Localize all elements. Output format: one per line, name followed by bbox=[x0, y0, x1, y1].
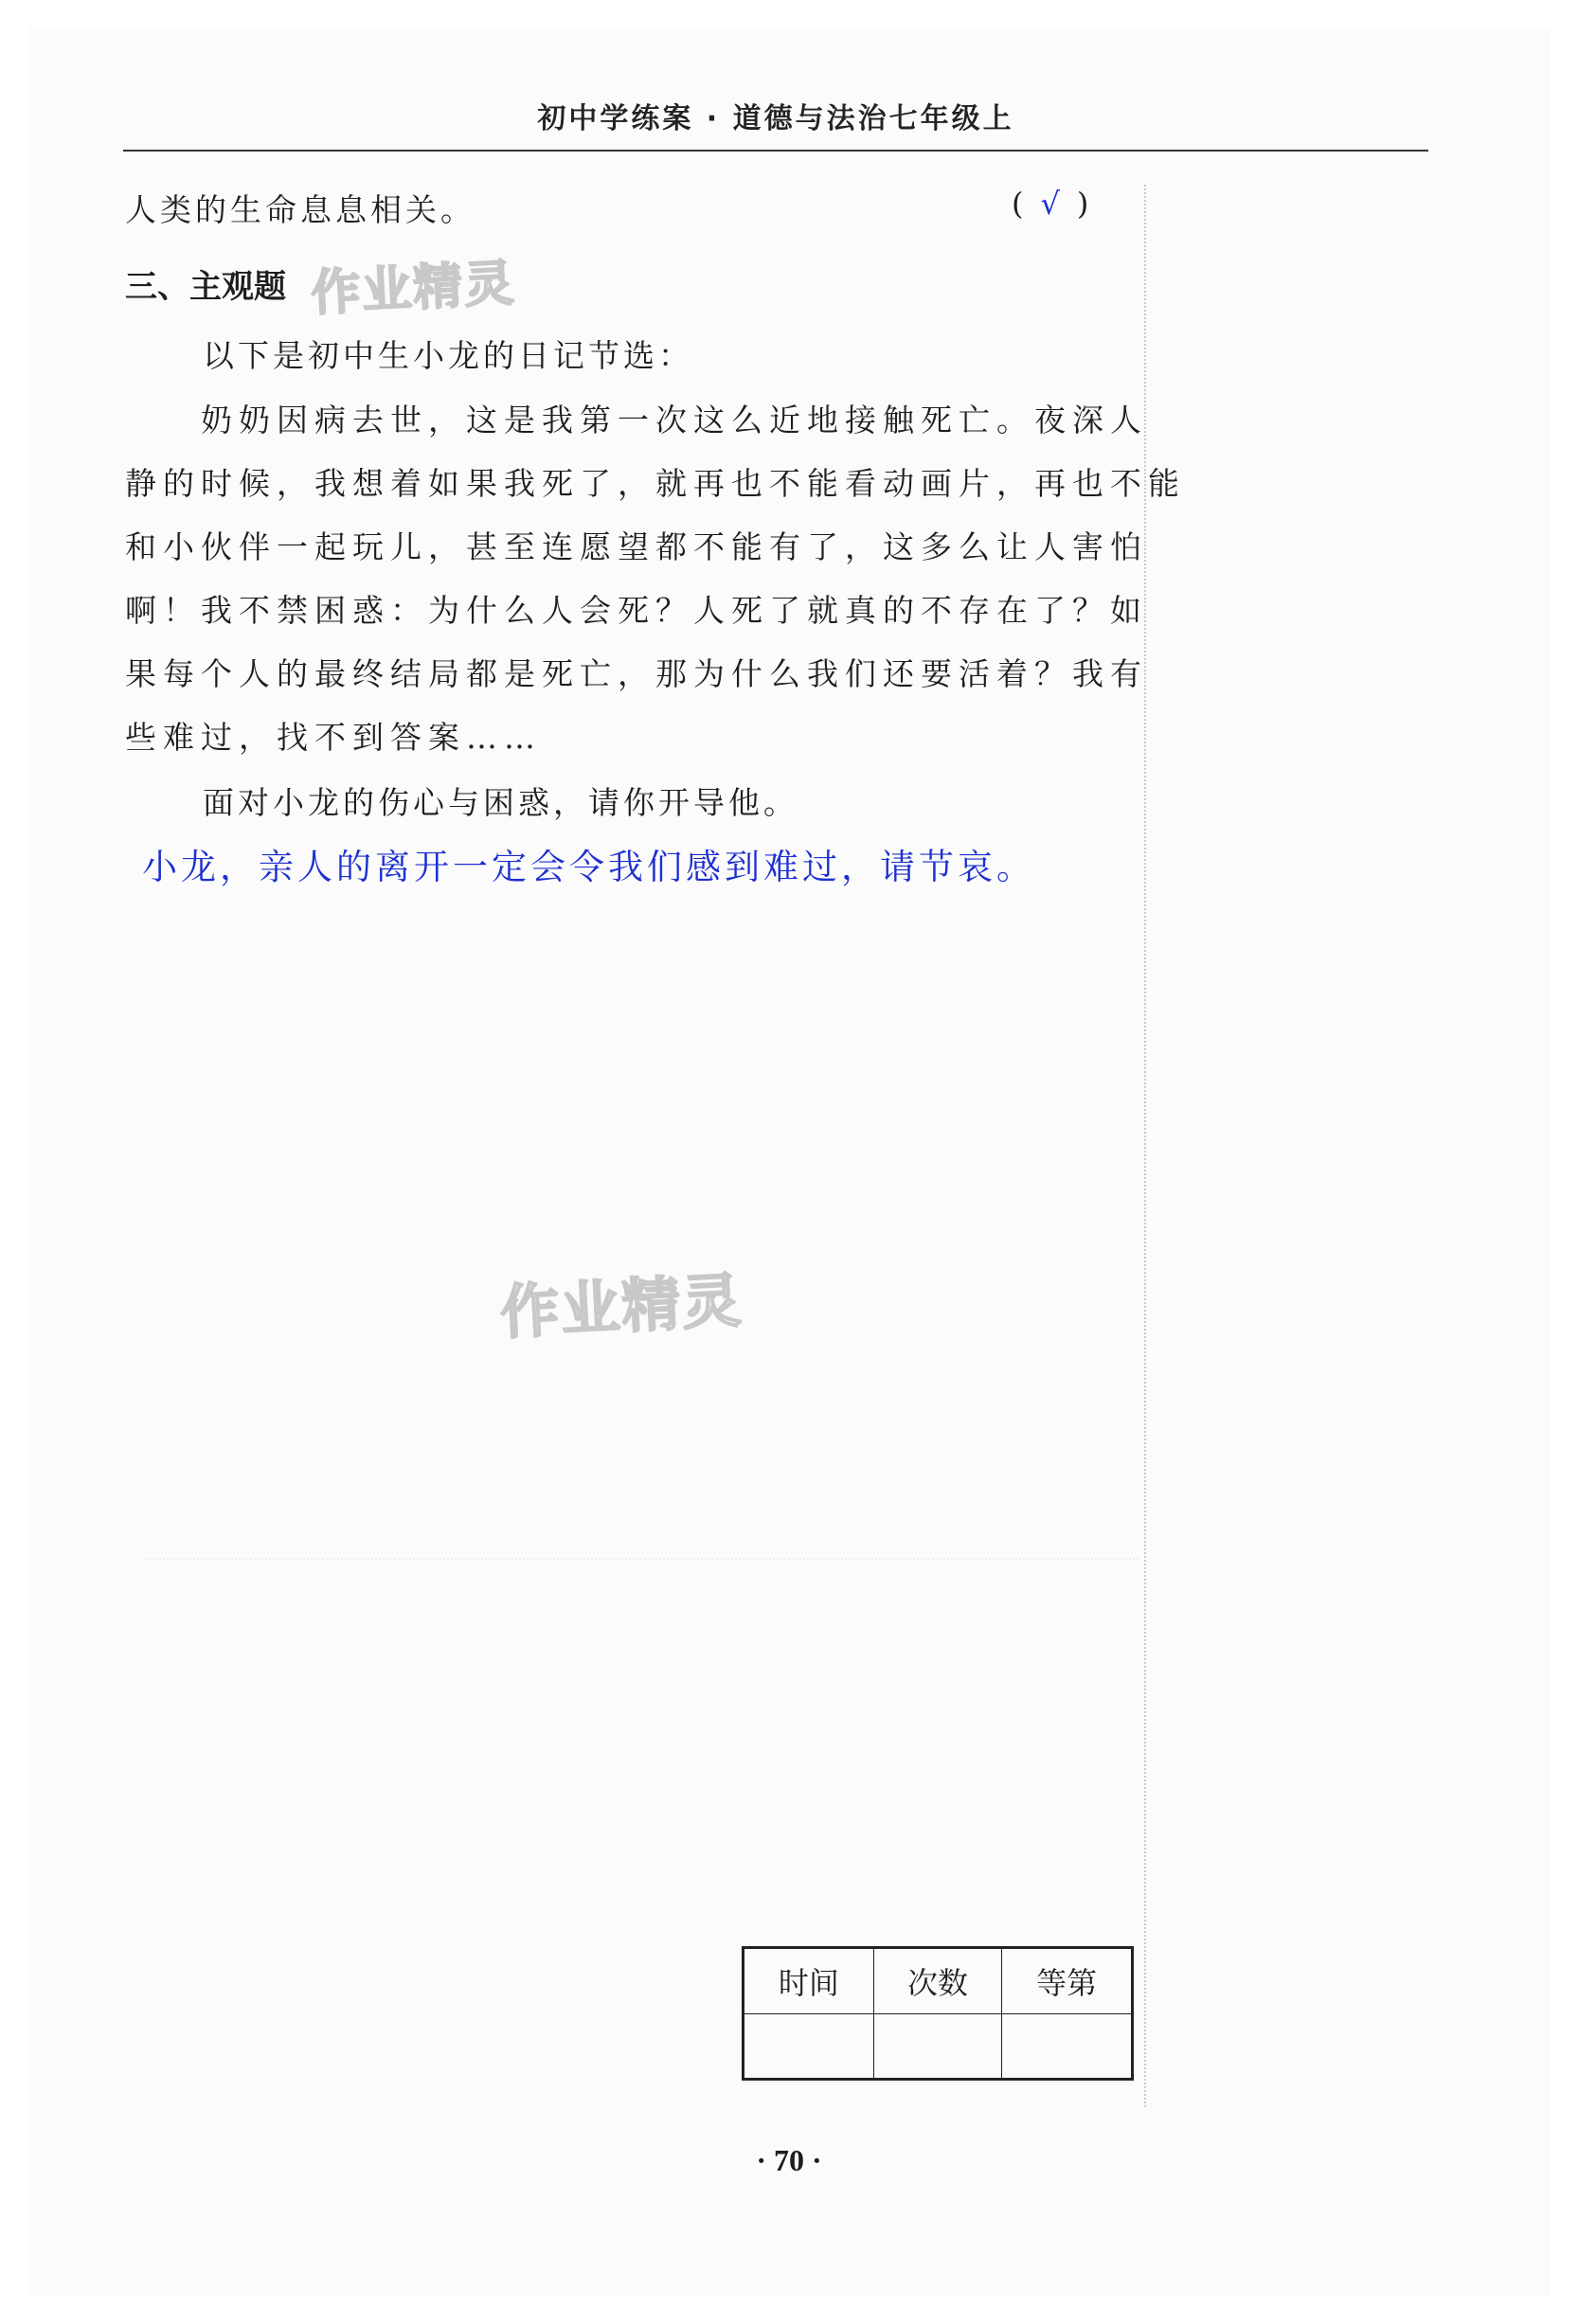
true-false-answer bbox=[1012, 186, 1088, 222]
page-number: · 70 · bbox=[756, 2143, 822, 2177]
diary-line: 些难过，找不到答案…… bbox=[125, 719, 542, 756]
grade-table-value-row bbox=[744, 2014, 1133, 2080]
header-rule bbox=[123, 150, 1428, 152]
faint-writing-line bbox=[144, 1558, 1139, 1560]
grade-header-time: 时间 bbox=[744, 1948, 874, 2014]
diary-line: 果每个人的最终结局都是死亡，那为什么我们还要活着？我有 bbox=[125, 655, 1148, 692]
check-mark-icon: √ bbox=[1040, 186, 1060, 222]
previous-question-text: 人类的生命息息相关。 bbox=[125, 191, 475, 228]
handwritten-answer: 小龙，亲人的离开一定会令我们感到难过，请节哀。 bbox=[142, 847, 1035, 887]
page-header: 初中学练案 · 道德与法治七年级上 bbox=[537, 102, 1014, 135]
diary-line: 啊！我不禁困惑：为什么人会死？人死了就真的不存在了？如 bbox=[125, 592, 1148, 629]
diary-line: 静的时候，我想着如果我死了，就再也不能看动画片，再也不能 bbox=[125, 465, 1186, 502]
diary-line: 和小伙伴一起玩儿，甚至连愿望都不能有了，这多么让人害怕 bbox=[125, 528, 1148, 565]
grade-table bbox=[742, 1946, 1134, 2081]
section-title: 三、主观题 bbox=[125, 268, 286, 306]
question-text: 面对小龙的伤心与困惑，请你开导他。 bbox=[203, 784, 798, 821]
grade-header-grade: 等第 bbox=[1002, 1948, 1133, 2014]
prompt-intro: 以下是初中生小龙的日记节选： bbox=[203, 337, 693, 374]
grade-table-header-row bbox=[744, 1948, 1133, 2014]
diary-line: 奶奶因病去世，这是我第一次这么近地接触死亡。夜深人 bbox=[201, 402, 1148, 438]
answer-bracket-open: ( bbox=[1012, 186, 1024, 222]
grade-header-count: 次数 bbox=[873, 1948, 1002, 2014]
grade-value-grade bbox=[1002, 2014, 1133, 2080]
watermark-logo: 作业精灵 bbox=[498, 1265, 745, 1348]
grade-value-count bbox=[873, 2014, 1002, 2080]
grade-value-time bbox=[744, 2014, 874, 2080]
watermark-logo: 作业精灵 bbox=[309, 255, 517, 323]
answer-bracket-close: ) bbox=[1076, 186, 1089, 222]
